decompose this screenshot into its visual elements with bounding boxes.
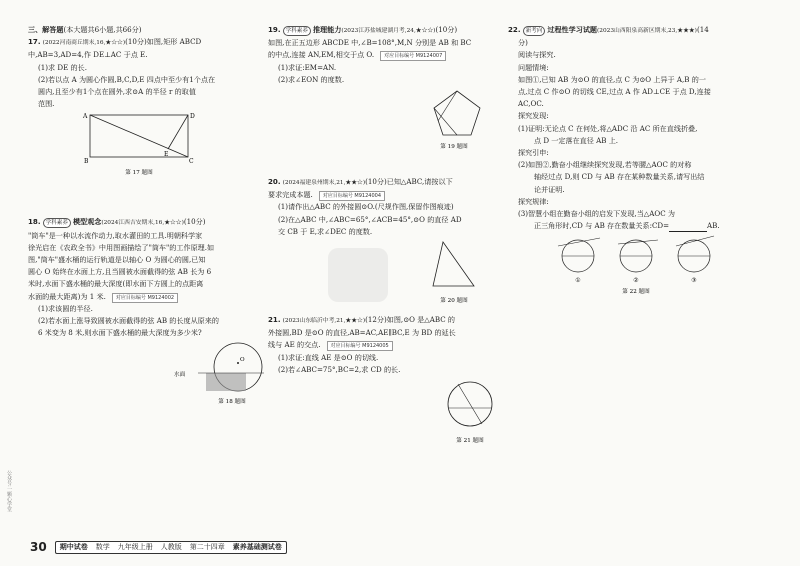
- q17-stem-2: 中,AB=3,AD=4,作 DE⊥AC 于点 E.: [28, 50, 148, 60]
- footer-brand: 期中试卷: [59, 542, 88, 551]
- q21-stem-3: 线与 AE 的交点. 对应目标编号 M9124005: [268, 339, 500, 351]
- q18-stem-3: 图,"筒车"盛水桶的运行轨道是以轴心 O 为圆心的圆,已知: [28, 255, 206, 265]
- q19-stem-1: 如图,在正五边形 ABCDE 中,∠B=108°,M,N 分别是 AB 和 BC: [268, 38, 472, 48]
- q20-code: 对应目标编号 M9124004: [319, 191, 385, 201]
- q17-caption: 第 17 题图: [125, 170, 153, 177]
- q21-caption: 第 21 题图: [456, 438, 484, 445]
- q19-stem-2: 的中点,连接 AN,EM,相交于点 O. 对应目标编号 M9124007: [268, 49, 500, 61]
- q19-part-1: (1)求证:EM=AN.: [278, 62, 337, 72]
- q18-stem-1: "筒车"是一种以水流作动力,取水灌田的工具.明朝科学家: [28, 230, 203, 240]
- q17-label-e: E: [164, 151, 169, 159]
- q22-fig-label-3: ③: [691, 277, 697, 285]
- column-left: [28, 24, 268, 411]
- q18-part-1: (1)求该圆的半径.: [38, 303, 93, 313]
- q22-line-3: AC,OC.: [518, 99, 544, 109]
- q22-line-7: 轴经过点 D,则 CD 与 AB 存在某种数量关系,请写出结: [534, 172, 705, 182]
- q21-figure: [268, 376, 500, 448]
- footer-banner: [55, 541, 287, 554]
- q17-figure: [28, 110, 268, 180]
- q18-stem-6: 水面的最大距离)为 1 米. 对应目标编号 M9124002: [28, 291, 268, 303]
- q18-figure: [28, 339, 268, 411]
- q18-stem-2: 徐光启在《农政全书》中用图画描绘了"筒车"的工作原理.如: [28, 242, 215, 252]
- q20-part-1: (1)请作出△ABC 的外接圆⊙O.(尺规作图,保留作图痕迹): [278, 202, 454, 212]
- page-footer: [30, 540, 287, 554]
- q21-stem: 21. (2023山东临沂中考,21,★★☆)(12分)如图,⊙O 是△ABC 的: [268, 315, 455, 325]
- q22-figure: [508, 232, 774, 296]
- q18-code: 对应目标编号 M9124002: [112, 293, 178, 303]
- q17-part-2c: 范围.: [38, 99, 55, 109]
- q18-stem: 18. 学科素养 模型观念(2024江西吉安期末,16,★☆☆)(10分): [28, 217, 206, 227]
- q17-label-c: C: [189, 158, 194, 166]
- q19-stem: 19. 学科素养 推理能力(2023江苏盐城建湖月考,24,★☆☆)(10分): [268, 25, 458, 34]
- footer-subject: 数学: [95, 542, 110, 551]
- q20-part-2b: 交 CB 于 E,求∠DEC 的度数.: [278, 226, 373, 236]
- footer-unit: 第二十四章: [189, 542, 225, 551]
- q22-fig-label-2: ②: [633, 277, 639, 285]
- q17-stem: 17. (2022河南商丘期末,16,★☆☆)(10分)如图,矩形 ABCD: [28, 37, 202, 47]
- q20-caption: 第 20 题图: [440, 298, 468, 305]
- page-number: 30: [30, 540, 47, 554]
- q18-caption: 第 18 题图: [218, 399, 246, 406]
- section-header: 三、解答题(本大题共6小题,共66分): [28, 25, 142, 34]
- q22-score-2: 分): [518, 38, 528, 48]
- q22-stem: 22. 新考向 过程性学习试题(2023山西阳泉高新区期末,23,★★★)(14: [508, 25, 709, 34]
- q18-part-2b: 6 米变为 8 米,则水面下盛水桶的最大深度为多少米?: [38, 328, 202, 338]
- q22-line-8: 论并证明.: [534, 184, 565, 194]
- q17-label-d: D: [190, 113, 195, 121]
- footer-grade: 九年级上册: [117, 542, 153, 551]
- q22-line-9: (3)智慧小组在勤奋小组的启发下发现,当△AOC 为: [518, 209, 675, 219]
- q22-line-10: 正三角形时,CD 与 AB 存在数量关系:CD= AB.: [508, 220, 774, 232]
- q22-caption: 第 22 题图: [622, 289, 650, 296]
- q21-stem-2: 外接圆,BD 是⊙O 的直径,AB=AC,AE∥BC,E 为 BD 的延长: [268, 328, 456, 338]
- q22-answer-blank: [669, 224, 707, 232]
- q22-heading-2: 探究发现:: [518, 111, 549, 121]
- q18-stem-4: 圆心 O 始终在水面上方,且当圆被水面截得的弦 AB 长为 6: [28, 267, 212, 277]
- q22-heading-1: 问题情境:: [518, 62, 549, 72]
- column-middle: [268, 24, 500, 448]
- q19-part-2: (2)求∠EON 的度数.: [278, 74, 345, 84]
- q22-line-6: (2)如图②,勤奋小组继续探究发现,若等腰△AOC 的对称: [518, 160, 692, 170]
- q22-line-5: 点 D 一定落在直径 AB 上.: [534, 135, 619, 145]
- column-right: [508, 24, 774, 296]
- q18-part-2a: (2)若水面上涨导致圆被水面截得的弦 AB 的长度从原来的: [38, 316, 219, 326]
- q19-code: 对应目标编号 M9124007: [380, 51, 446, 61]
- q22-heading-4: 探究规律:: [518, 196, 549, 206]
- q20-part-2a: (2)在△ABC 中,∠ABC=65°,∠ACB=45°,⊙O 的直径 AD: [278, 214, 462, 224]
- q22-intro: 阅读与探究.: [518, 50, 556, 60]
- svg-text:O: O: [240, 357, 245, 364]
- q17-part-2b: 圆内,且至少有1个点在圆外,求⊙A 的半径 r 的取值: [38, 87, 196, 97]
- q19-caption: 第 19 题图: [440, 144, 468, 151]
- q22-heading-3: 探究引申:: [518, 148, 549, 158]
- q22-fig-label-1: ①: [575, 277, 581, 285]
- footer-kind: 素养基础测试卷: [232, 542, 282, 551]
- q17-part-2a: (2)若以点 A 为圆心作圆,B,C,D,E 四点中至少有1个点在: [38, 74, 216, 84]
- footer-edition: 人教版: [160, 542, 182, 551]
- q19-figure: [268, 86, 500, 156]
- q17-part-1: (1)求 DE 的长.: [38, 62, 87, 72]
- q20-stem: 20. (2024福建泉州期末,21,★★☆)(10分)已知△ABC,请按以下: [268, 177, 453, 187]
- q17-label-a: A: [83, 113, 88, 121]
- q22-line-2: 点,过点 C 作⊙O 的切线 CE,过点 A 作 AD⊥CE 于点 D,连接: [518, 87, 711, 97]
- q20-figure: [268, 238, 500, 308]
- q17-label-b: B: [84, 158, 89, 166]
- q21-code: 对应目标编号 M9124005: [327, 341, 393, 351]
- margin-watermark-text: 公众号:一颗心学堂: [6, 470, 12, 512]
- q21-part-1: (1)求证:直线 AE 是⊙O 的切线.: [278, 352, 379, 362]
- q21-part-2: (2)若∠ABC=75°,BC=2,求 CD 的长.: [278, 364, 401, 374]
- q22-line-4: (1)证明:无论点 C 在何处,将△ADC 沿 AC 所在直线折叠,: [518, 123, 698, 133]
- q22-line-1: 如图①,已知 AB 为⊙O 的直径,点 C 为⊙O 上异于 A,B 的一: [518, 74, 706, 84]
- q18-water-label: 水面: [174, 372, 186, 379]
- q18-stem-5: 米时,水面下盛水桶的最大深度(即水面下方圆上的点距离: [28, 279, 204, 289]
- q20-stem-2: 要求完成本题. 对应目标编号 M9124004: [268, 189, 500, 201]
